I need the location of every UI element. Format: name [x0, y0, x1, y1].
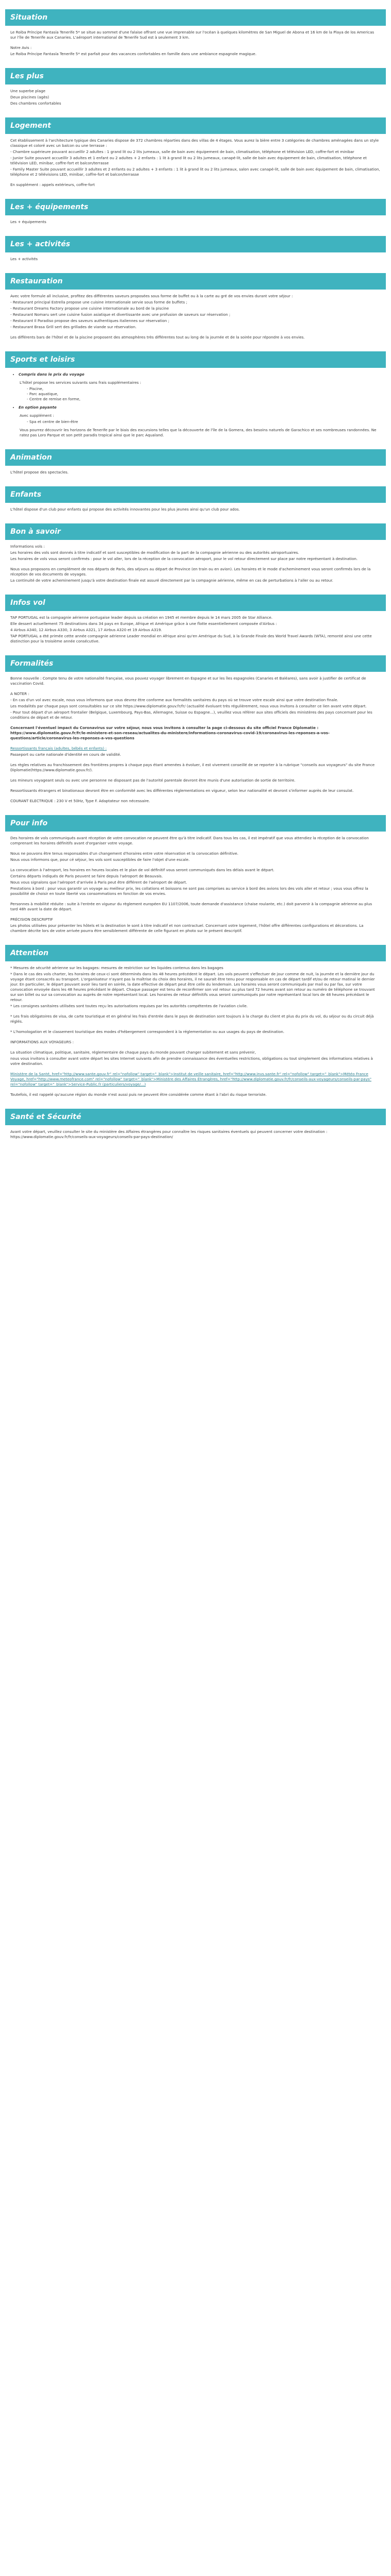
infos-vol-p3: 4 Airbus A340, 12 Airbus A330, 3 Airbus A321, 17 Airbus A320 et 19 Airbus A319. — [10, 628, 162, 632]
section-restauration — [5, 290, 386, 340]
restauration-item: - Restaurant Brasa Grill sert des grillades de viande sur réservation. — [10, 325, 137, 329]
section-header-enfants: Enfants — [5, 486, 386, 503]
pour-info-p5: Certains départs indiqués de Paris peuvent se faire depuis l'aéroport de Beauvais. — [10, 874, 163, 878]
logement-chambre-superieure: - Chambre supérieure pouvant accueillir 2 adultes : 1 grand lit ou 2 lits jumeaux, salle de bain avec équipement de bain, climatisation, téléphone et télévision LED, coffre-fort et minibar — [10, 149, 354, 154]
animation-text: L'hôtel propose des spectacles. — [10, 470, 69, 474]
formalites-p4: Les modalités par chaque pays sont consultables sur ce site https://www.diplomatie.gouv.fr/fr/ (actualité évoluant très régulièrement, nous vous invitons à consulter ce lien avant votre départ. — [10, 704, 367, 708]
enfants-text: L'hôtel dispose d'un club pour enfants qui propose des activités innovantes pour les plus jeunes ainsi qu'un club pour ados. — [10, 507, 240, 512]
section-formalites — [5, 672, 386, 804]
attention-p8: nous vous invitons à consulter avant votre départ les sites Internet suivants afin de prendre connaissance des éventuelles restrictions, obligations ou tout simplement des informations relatives à votre destination. — [10, 1056, 373, 1066]
formalites-p10: Les mineurs voyageant seuls ou avec une personne ne disposant pas de l'autorité parentale devront être munis d'une autorisation de sortie de territoire. — [10, 778, 296, 783]
les-plus-item: Des chambres confortables — [10, 101, 61, 106]
attention-p7: La situation climatique, politique, sanitaire, réglementaire de chaque pays du monde pouvant changer subitement et sans prévenir, — [10, 1050, 256, 1055]
restauration-item: - Restaurant Il Paradiso propose des saveurs authentiques italiennes sur réservation ; — [10, 318, 170, 323]
infos-vol-p1: TAP PORTUGAL est la compagnie aérienne portugaise leader depuis sa création en 1945 et membre depuis le 14 mars 2005 de Star Alliance. — [10, 615, 273, 620]
bon-a-savoir-p1: Informations vols : — [10, 544, 45, 549]
situation-text: Le Roiba Príncipe Fantasía Tenerife 5* se situe au sommet d'une falaise offrant une vue imprenable sur l'océan à quelques kilomètres de San Miguel de Abona et 16 km de la Playa de los Americas sur l'île de Tenerife aux Canaries. L'aéroport international de Tenerife Sud est à seulement 3 km. — [10, 30, 374, 40]
section-situation — [5, 26, 386, 57]
section-header-pour-info: Pour info — [5, 815, 386, 832]
logement-intro: Cet établissement à l'architecture typique des Canaries dispose de 372 chambres réparties dans des villas de 4 étages. Vous aurez la bière entre 3 catégories de chambres aménagées dans un style classique et coloré avec un balcon ou une terrasse : — [10, 138, 379, 148]
section-header-activites: Les + activités — [5, 236, 386, 252]
sports-compris-heading: • Compris dans le prix du voyage — [19, 372, 381, 377]
section-header-les-plus: Les plus — [5, 68, 386, 84]
formalites-p5: - Pour tout départ d'un aéroport frontalier (Belgique, Luxembourg, Pays-Bas, Allemagne, Suisse ou Espagne...), veuillez vous référer aux sites officiels des ministères des pays concernant pour les conditions de départ et de retour. — [10, 710, 372, 720]
section-header-attention: Attention — [5, 945, 386, 961]
equipements-text: Les + équipements — [10, 219, 46, 224]
logement-family-suite: - Family Master Suite pouvant accueillir 3 adultes et 2 enfants ou 2 adultes + 3 enfants : 1 lit à grand lit ou 2 lits jumeaux, salon avec canapé-lit, salle de bain avec équipement de bain, climatisation, téléphone et 2 télévisions LED, minibar, coffre-fort et balcon/terrasse — [10, 167, 380, 177]
formalites-p11: Ressortissants étrangers et binationaux devront être en conformité avec les différentes réglementations en vigueur, selon leur nationalité et devront s'informer auprès de leur consulat. — [10, 788, 354, 793]
attention-p4: * Les frais obligatoires de visa, de carte touristique et en général les frais d'entrée dans le pays de destination sont toujours à la charge du client et plus du prix du vol, du séjour ou du circuit déjà réglés. — [10, 1014, 374, 1024]
section-equipements — [5, 215, 386, 225]
attention-p6: INFORMATIONS AUX VOYAGEURS : — [10, 1040, 74, 1044]
sports-option-text: Avec supplément : — [20, 413, 54, 418]
section-header-situation: Situation — [5, 9, 386, 26]
pour-info-p1: Des horaires de vols communiqués avant réception de votre convocation ne peuvent être qu'à titre indicatif. Dans tous les cas, il est impératif que vous attendiez la réception de la convocation comprenant les horaires définitifs avant d'organiser votre voyage. — [10, 836, 369, 845]
bon-a-savoir-p4: Nous vous proposons en complément de nos départs de Paris, des séjours au départ de Province (en train ou en avion). Les horaires et le mode d'acheminement vous seront confirmés lors de la réception de vos documents de voyages. — [10, 567, 371, 577]
pour-info-p4: La convocation à l'aéroport, les horaires en heures locales et le plan de vol définitif vous seront communiqués dans les délais avant le départ. — [10, 868, 274, 872]
sports-list-option — [10, 405, 381, 410]
formalites-coronavirus: Concernant l'éventuel impact du Coronavirus sur votre séjour, nous vous invitons à consulter la page ci-dessous du site officiel France Diplomatie : https://www.diplomatie.gouv.fr/fr/le-ministere-et-son-reseau/actualites-du-ministere/informations-coronavirus-covid-19/coronavirus-les-reponses-a-vos-questions/article/coronavirus-les-reponses-a-vos-questions — [10, 725, 330, 740]
section-infos-vol — [5, 611, 386, 644]
sports-list — [10, 372, 381, 377]
pour-info-p3: Nous vous informons que, pour cé séjour, les vols sont susceptibles de faire l'objet d'une escale. — [10, 857, 190, 862]
section-animation — [5, 466, 386, 475]
sports-compris-item: - Piscine, — [27, 386, 381, 392]
sports-compris-block — [10, 380, 381, 402]
section-bon-a-savoir — [5, 540, 386, 583]
sante-text: Avant votre départ, veuillez consulter le site du ministère des Affaires étrangères pour connaître les risques sanitaires éventuels qui peuvent concerner votre destination : https://www.diplomatie.gouv.fr/fr/conseils-aux-voyageurs/conseils-par-pays-destination/ — [10, 1129, 328, 1139]
pour-info-p7: Prestations à bord : pour vous garantir un voyage au meilleur prix, les collations et boissons ne sont pas comprises au service à bord des avions lors des vols aller et retour ; vous vous offrez la possibilité de choisir en toute liberté vos consommations en fonction de vos envies. — [10, 886, 368, 896]
sports-compris-item: - Parc aquatique, — [27, 392, 381, 397]
sports-compris-item: - Centre de remise en forme, — [27, 397, 381, 402]
section-activites — [5, 252, 386, 262]
infos-vol-p2: Elle dessert actuellement 75 destinations dans 34 pays en Europe, Afrique et Amérique grâce à une flotte essentiellement composée d'Airbus : — [10, 621, 277, 626]
situation-avis-text: Le Roiba Príncipe Fantasía Tenerife 5* est parfait pour des vacances confortables en famille dans une ambiance espagnole magique. — [10, 52, 257, 56]
section-header-bon-a-savoir: Bon à savoir — [5, 523, 386, 540]
section-header-logement: Logement — [5, 117, 386, 134]
section-header-formalites: Formalités — [5, 655, 386, 672]
bon-a-savoir-p3: Les horaires de vols vous seront confirmés : pour le vol aller, lors de la réception de la convocation aéroport, pour le vol retour directement sur place par notre représentant à destination. — [10, 556, 358, 561]
section-attention — [5, 961, 386, 1097]
restauration-intro: Avec votre formule all inclusive, profitez des différentes saveurs proposées sous forme de buffet ou à la carte au gré de vos envies durant votre séjour : — [10, 294, 293, 298]
section-header-equipements: Les + équipements — [5, 199, 386, 215]
sports-option-block — [10, 413, 381, 438]
formalites-p1: Bonne nouvelle : Compte tenu de votre nationalité française, vous pouvez voyager librement en Espagne et sur les îles espagnoles (Canaries et Baléares), sans avoir à justifier de certificat de vaccination Covid. — [10, 676, 366, 686]
pour-info-p10: Les photos utilisées pour présenter les hôtels et la destination le sont à titre indicatif et non contractuel. Concernant votre logement, l'hôtel offre différentes configurations et décorations. La chambre décrite lors de votre arrivée pourra être sensiblement différente de celle figurant en photo sur le présent descriptif. — [10, 923, 364, 933]
les-plus-item: Deux piscines (agès) — [10, 95, 50, 99]
sports-option-list — [20, 419, 381, 425]
les-plus-item: Une superbe plage — [10, 89, 45, 93]
attention-p1: * Mesures de sécurité aérienne sur les bagages: mesures de restriction sur les liquides contenus dans les bagages — [10, 965, 223, 970]
formalites-p8: Passeport ou carte nationale d'identité en cours de validité. — [10, 752, 121, 757]
logement-supplement: En supplément : appels extérieurs, coffre-fort — [10, 182, 95, 187]
pour-info-p8: Personnes à mobilité réduite : suite à l'entrée en vigueur du règlement européen EU 1107/2006, toute demande d'assistance (chaise roulante, etc.) doit parvenir à la compagnie aérienne au plus tard 48h avant la date de départ. — [10, 902, 372, 911]
page — [0, 9, 391, 1140]
restauration-item: - Restaurant principal Estrella propose une cuisine internationale servie sous forme de buffets ; — [10, 300, 188, 304]
bon-a-savoir-p2: Les horaires des vols sont donnés à titre indicatif et sont susceptibles de modification de la part de la compagnie aérienne ou des autorités aéroportuaires. — [10, 550, 299, 555]
sports-compris-text: L'hôtel propose les services suivants sans frais supplémentaires : — [20, 380, 141, 385]
restauration-item: - Restaurant Nomaru sert une cuisine fusion asiatique et divertissante avec une profusion de saveurs sur réservation ; — [10, 312, 231, 317]
formalites-note: A NOTER : — [10, 691, 29, 696]
section-header-restauration: Restauration — [5, 273, 386, 290]
bon-a-savoir-p5: La continuité de votre acheminement jusqu'à votre destination finale est assuré directement par la compagnie aérienne, même en cas de perturbations à l'aller ou au retour. — [10, 578, 333, 583]
section-header-sports: Sports et loisirs — [5, 351, 386, 368]
activites-text: Les + activités — [10, 257, 38, 261]
attention-links[interactable]: Ministère de la Santé, href="http://www.sante.gouv.fr" rel="nofollow" target="_blank">Institut de veille sanitaire, href="http://www.invs.sante.fr" rel="nofollow" target="_blank">Météo France Voyage, href="http://www.meteofrance.com" rel="nofollow" target="_blank">Ministère des Affaires Étrangères, href="http://www.diplomatie.gouv.fr/fr/conseils-aux-voyageurs/conseils-par-pays" rel="nofollow" target="_blank">Service-Public.fr (particuliers/voyage/...) — [10, 1072, 371, 1087]
formalites-p12: COURANT ELECTRIQUE : 230 V et 50Hz, Type F. Adaptateur non nécessaire. — [10, 799, 150, 803]
section-sports — [5, 368, 386, 438]
infos-vol-p4: TAP PORTUGAL a été primée cette année compagnie aérienne Leader mondial en Afrique ainsi qu'en Amérique du Sud, à la Grande Finale des World Travel Awards (WTA), remonté ainsi une cette distinction pour la troisième année consécutive. — [10, 634, 372, 643]
restauration-item: - Restaurant Dreams Factory propose une cuisine internationale au bord de la piscine — [10, 306, 169, 311]
section-logement — [5, 134, 386, 188]
sports-option-heading: • En option payante — [19, 405, 381, 410]
sports-compris-list — [20, 386, 381, 402]
pour-info-p6: Nous vous signalons que l'aéroport d'arrivée à Paris peut être différent de l'aéroport de départ. — [10, 880, 187, 885]
restauration-bars: Les différents bars de l'hôtel et de la piscine proposent des atmosphères très différentes tout au long de la journée et de la soirée pour répondre à vos envies. — [10, 335, 305, 340]
formalites-p3: - En cas d'un vol avec escale, nous vous informons que vous devrez être conforme aux formalités sanitaires du pays où se trouve votre escale ainsi que votre destination finale. — [10, 698, 338, 702]
sports-excursions: Vous pourrez découvrir les horizons de Tenerife par le biais des excursions telles que la découverte de l'île de la Gomera, des besoins naturels de Garachico et ses nombreuses randonnées. Ne ratez pas Loro Parque et son petit paradis tropical ainsi que le parc Aqualand. — [20, 428, 377, 437]
sports-option-item: - Spa et centre de bien-être — [27, 419, 381, 425]
pour-info-p9: PRÉCISION DESCRIPTIF — [10, 917, 53, 922]
section-pour-info — [5, 832, 386, 934]
section-sante — [5, 1125, 386, 1140]
section-header-infos-vol: Infos vol — [5, 595, 386, 611]
section-enfants — [5, 503, 386, 512]
section-header-sante: Santé et Sécurité — [5, 1109, 386, 1125]
attention-p5: * L'homologation et le classement touristique des modes d'hébergement correspondent à la réglementation ou aux usages du pays de destination. — [10, 1029, 285, 1034]
situation-notre-avis: Notre Avis : — [10, 45, 32, 50]
section-header-animation: Animation — [5, 449, 386, 466]
formalites-p9: Les règles relatives au franchissement des frontières propres à chaque pays étant amenées à évoluer, il est vivement conseillé de se reporter à la rubrique "conseils aux voyageurs" du site France Diplomatie(https://www.diplomatie.gouv.fr/). — [10, 762, 375, 772]
attention-p10: Toutefois, il est rappelé qu'aucune région du monde n'est aussi puis ne peuvent être considérée comme étant à l'abri du risque terroriste. — [10, 1092, 267, 1097]
pour-info-p2: Nous ne pouvons être tenus responsables d'un changement d'horaires entre votre réservation et la convocation définitive. — [10, 851, 239, 856]
formalites-ressortissants-link[interactable]: Ressortissants français (adultes, bébés et enfants) : — [10, 746, 107, 751]
attention-p2: * Dans le cas des vols charter, les horaires de ceux-ci sont déterminés dans les 48 heures précédent le départ. Les vols peuvent s'effectuer de jour comme de nuit, la journée et la dernière jour du voyage étant consacrés au transport. L'organisateur n'ayant pas la maîtrise du choix des horaires, il ne saurait être tenu pour responsable en cas de départ tardif et/ou de retour matinal le dernier jour. En particulier, le départ pouvant avoir lieu tard en soirée, la date effective de départ peut être celle du lendemain. Les horaires vous seront communiqués par mail ou par fax, sur votre convocation envoyée dans les 48 heures précédant le départ. Chaque passager est tenu de reconfirmer son vol retour au plus tard 72 heures avant son retour au numéro de téléphone se trouvant sur son billet ou sur sa convocation au auprès de notre représentant local. Les horaires de retour définitifs vous seront communiqués par notre représentant local lors de 48 heures précédant le retour. — [10, 972, 375, 1002]
section-les-plus — [5, 84, 386, 106]
attention-p3: * Les consignes sanitaires utilisées sont toutes reçu les autorisations requises par les autorités compétentes de l'aviation civile. — [10, 1004, 248, 1008]
logement-junior-suite: - Junior Suite pouvant accueillir 3 adultes et 1 enfant ou 2 adultes + 2 enfants : 1 lit à grand lit ou 2 lits jumeaux, canapé-lit, salle de bain avec équipement de bain, climatisation, téléphone et télévision LED, minibar, coffre-fort et balcon/terrasse — [10, 156, 367, 165]
